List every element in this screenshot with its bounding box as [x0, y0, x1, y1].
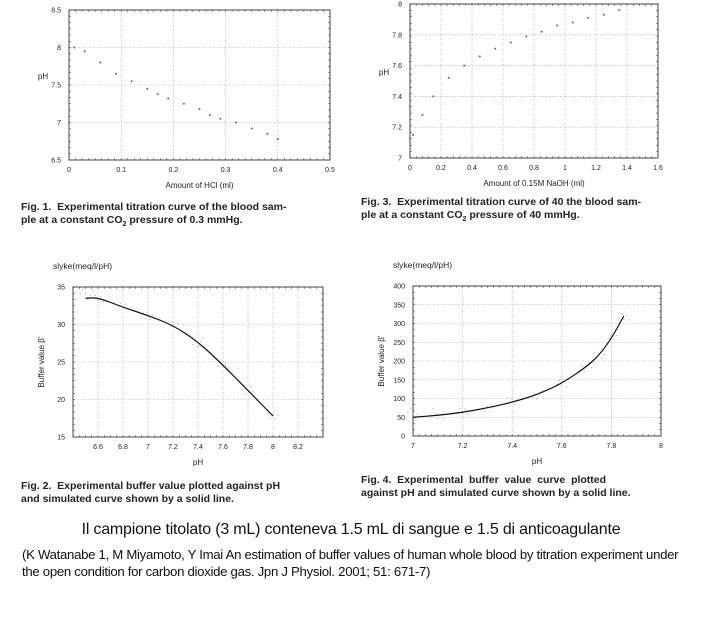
fig1-xtick-label: 0 — [67, 167, 71, 174]
fig4-data-point — [514, 404, 515, 405]
fig4-ytick-label: 350 — [393, 302, 405, 310]
fig1-ytick-label: 6.5 — [51, 157, 61, 165]
fig4-data-point — [417, 414, 418, 415]
fig1-data-point — [251, 128, 253, 130]
fig4-data-point — [512, 399, 513, 400]
fig1-data-point — [167, 98, 169, 100]
fig4-data-point — [484, 410, 485, 411]
fig4-data-point — [432, 408, 433, 409]
fig2-caption-line1: Fig. 2. Experimental buffer value plotted against pH — [21, 480, 281, 492]
fig2-y-axis-label: Buffer value β’ — [37, 336, 46, 388]
fig3-y-axis-label: pH — [378, 68, 390, 77]
fig1-x-axis-label: Amount of HCl (ml) — [165, 181, 234, 190]
fig4-data-point — [489, 411, 490, 412]
fig1-data-point — [131, 80, 133, 82]
fig2-data-point — [152, 315, 153, 316]
fig2-data-point — [252, 391, 253, 392]
fig3-ytick-label: 7.6 — [392, 63, 402, 71]
fig1-data-point — [183, 103, 185, 105]
fig2-data-point — [177, 323, 178, 324]
fig4-data-point — [561, 385, 562, 386]
fig2-data-point — [87, 299, 88, 300]
fig3-data-point — [494, 48, 496, 50]
fig4-data-point — [435, 413, 436, 414]
fig4-xtick-label: 8 — [659, 443, 663, 450]
fig2-data-point — [267, 412, 268, 413]
fig4-data-point — [611, 334, 612, 335]
fig3-data-point — [587, 17, 589, 19]
fig1-ytick-label: 7 — [57, 120, 61, 127]
fig2-ytick-label: 15 — [57, 434, 65, 442]
fig2-data-point — [200, 341, 201, 342]
fig2-data-point — [272, 413, 273, 414]
fig4-x-axis-label: pH — [531, 457, 543, 466]
fig3-xtick-label: 1.4 — [622, 165, 632, 172]
fig4-data-point — [465, 409, 466, 410]
fig2-data-point — [82, 289, 83, 290]
fig4-caption-line1: Fig. 4. Experimental buffer value curve plotted — [361, 474, 607, 486]
fig4-ytick-label: 50 — [397, 414, 405, 422]
fig2-data-point — [117, 307, 118, 308]
fig1-xtick-label: 0.1 — [116, 167, 127, 174]
fig2-data-point — [222, 366, 223, 367]
fig3-data-point — [463, 65, 465, 67]
fig1-xtick-label: 0.4 — [272, 167, 283, 174]
fig2-data-point — [145, 318, 146, 319]
fig4-data-point — [601, 358, 602, 359]
fig4-simulated-curve — [413, 316, 624, 417]
fig4-data-point — [581, 365, 582, 366]
fig1-data-point — [157, 93, 159, 95]
fig2-data-point — [277, 414, 278, 415]
fig3-xtick-label: 0 — [408, 165, 412, 172]
fig4-data-point — [539, 394, 540, 395]
footer-main-text: Il campione titolato (3 mL) conteneva 1.5 mL di sangue e 1.5 di anticoagulante — [81, 521, 621, 538]
fig4-ytick-label: 0 — [401, 433, 405, 441]
fig3-data-point — [432, 95, 434, 97]
fig4-data-point — [621, 313, 622, 314]
fig3-data-point — [556, 25, 558, 27]
fig2-data-point — [120, 303, 121, 304]
fig1-data-point — [199, 108, 201, 110]
fig2-data-point — [90, 295, 91, 296]
fig2-data-point — [97, 300, 98, 301]
fig2-data-point — [192, 344, 193, 345]
fig4-xtick-label: 7 — [411, 443, 415, 450]
fig3-xtick-label: 1.6 — [653, 165, 663, 172]
fig2-data-point — [270, 417, 271, 418]
fig4-data-point — [628, 319, 629, 320]
fig3-data-point — [421, 114, 423, 116]
fig2-ytick-label: 25 — [57, 359, 65, 367]
fig4-data-point — [606, 342, 607, 343]
fig2-data-point — [225, 362, 226, 363]
fig1-xtick-label: 0.3 — [220, 167, 231, 174]
fig4-data-point — [437, 418, 438, 419]
fig3-caption-line2: ple at a constant $CO_2$ pressure of 40 mmHg. — [361, 209, 580, 224]
fig2-xtick-label: 6.8 — [118, 444, 128, 451]
fig2-xtick-label: 6.6 — [93, 444, 103, 451]
fig1-data-point — [235, 122, 237, 124]
fig4-data-point — [492, 407, 493, 408]
footer-reference: (K Watanabe 1, M Miyamoto, Y Imai An estimation of buffer values of human whole blood by titration experiment under the open condition for carbon dioxide gas. Jpn J Physiol. 2001; 51: 671-7) — [22, 547, 679, 579]
fig2-xtick-label: 7 — [146, 444, 150, 451]
fig2-caption — [21, 480, 351, 506]
fig4-data-point — [603, 354, 604, 355]
fig4-ytick-label: 400 — [393, 283, 405, 291]
fig1-data-point — [219, 118, 221, 120]
fig4-data-point — [412, 413, 413, 414]
fig3-ytick-label: 7.2 — [392, 124, 402, 132]
fig1-y-axis-label: pH — [37, 72, 49, 81]
fig1-ytick-label: 8 — [57, 45, 61, 52]
fig2-simulated-curve — [86, 298, 274, 416]
fig4-data-point — [460, 408, 461, 409]
fig3-ytick-label: 8 — [398, 1, 402, 9]
fig2-data-point — [202, 337, 203, 338]
fig2-data-point — [275, 418, 276, 419]
fig2-data-point — [242, 389, 243, 390]
fig4-data-point — [618, 317, 619, 318]
fig4-data-point — [613, 339, 614, 340]
fig4-ytick-label: 150 — [393, 377, 405, 385]
fig3-xtick-label: 1.2 — [591, 165, 601, 172]
fig2-data-point — [100, 296, 101, 297]
fig1-caption-line1: Fig. 1. Experimental titration curve of the blood sam- — [21, 201, 287, 213]
fig2-caption-line2: and simulated curve shown by a solid line. — [21, 493, 234, 505]
fig2-data-point — [167, 321, 168, 322]
fig4-data-point — [559, 380, 560, 381]
fig4-data-point — [591, 367, 592, 368]
fig4-data-point — [541, 390, 542, 391]
fig3-xtick-label: 1 — [563, 165, 567, 172]
fig4-data-point — [531, 397, 532, 398]
fig4-data-point — [415, 418, 416, 419]
fig1-data-point — [115, 73, 117, 75]
fig3-ytick-label: 7.4 — [392, 93, 402, 101]
fig3-caption-line1: Fig. 3. Experimental titration curve of 40 the blood sam- — [361, 196, 642, 208]
fig1-data-point — [99, 62, 101, 64]
fig4-data-point — [407, 412, 408, 413]
fig4-ytick-label: 200 — [393, 358, 405, 366]
fig2-data-point — [245, 394, 246, 395]
fig4-data-point — [536, 398, 537, 399]
fig1-data-point — [84, 50, 86, 52]
fig4-data-point — [467, 414, 468, 415]
fig3-data-point — [541, 31, 543, 33]
fig2-data-point — [172, 322, 173, 323]
fig2-data-point — [92, 290, 93, 291]
fig2-data-point — [125, 304, 126, 305]
fig3-ytick-label: 7.8 — [392, 32, 402, 40]
fig4-ytick-label: 300 — [393, 321, 405, 328]
fig2-ytick-label: 20 — [57, 397, 65, 404]
fig3-data-point — [479, 55, 481, 57]
fig4-xtick-label: 7.2 — [457, 443, 468, 450]
fig3-data-point — [448, 77, 450, 79]
fig3-data-point — [412, 134, 414, 136]
fig1-xtick-label: 0.5 — [325, 167, 335, 174]
fig2-unit-title: slyke(meq/l/pH) — [53, 261, 113, 271]
fig4-xtick-label: 7.8 — [606, 443, 617, 450]
fig3-xtick-label: 0.6 — [498, 165, 508, 172]
fig2-data-point — [95, 295, 96, 296]
fig1-caption-line2: ple at a constant $CO_2$ pressure of 0.3 mmHg. — [21, 214, 243, 229]
fig3-data-point — [618, 9, 620, 11]
fig4-xtick-label: 7.4 — [507, 443, 518, 450]
fig4-data-point — [507, 398, 508, 399]
fig2-data-point — [250, 386, 251, 387]
fig3-data-point — [510, 42, 512, 44]
fig4-xtick-label: 7.6 — [556, 443, 567, 450]
fig2-data-point — [150, 319, 151, 320]
fig3-data-point — [572, 21, 574, 23]
fig1-ytick-label: 7.5 — [51, 82, 61, 90]
fig4-data-point — [584, 370, 585, 371]
fig2-data-point — [217, 365, 218, 366]
fig1-data-point — [146, 88, 148, 90]
fig3-xtick-label: 0.8 — [529, 165, 539, 172]
fig4-y-axis-label: Buffer value β’ — [377, 335, 386, 387]
fig2-data-point — [80, 293, 81, 294]
fig4-caption — [361, 474, 691, 500]
fig1-data-point — [266, 133, 268, 135]
fig4-data-point — [616, 335, 617, 336]
fig3-ytick-label: 7 — [398, 155, 402, 163]
fig3-caption — [361, 196, 691, 226]
fig1-data-point — [209, 114, 211, 116]
fig4-data-point — [623, 318, 624, 319]
fig4-data-point — [410, 408, 411, 409]
fig3-x-axis-label: Amount of 0.15M NaOH (ml) — [483, 179, 585, 188]
fig4-data-point — [566, 386, 567, 387]
fig4-data-point — [462, 413, 463, 414]
fig3-xtick-label: 0.2 — [436, 165, 446, 172]
fig1-data-point — [277, 138, 279, 140]
fig1-ytick-label: 8.5 — [51, 7, 61, 15]
fig2-data-point — [85, 294, 86, 295]
fig4-ytick-label: 100 — [393, 396, 405, 403]
fig1-xtick-label: 0.2 — [168, 167, 179, 174]
fig2-xtick-label: 7.4 — [193, 444, 203, 451]
fig4-data-point — [593, 352, 594, 353]
fig2-data-point — [102, 301, 103, 302]
fig4-caption-line2: against pH and simulated curve shown by a solid line. — [361, 487, 631, 499]
fig3-xtick-label: 0.4 — [467, 165, 477, 172]
fig2-xtick-label: 8.2 — [293, 444, 303, 451]
fig4-data-point — [608, 338, 609, 339]
fig2-data-point — [170, 326, 171, 327]
fig4-unit-title: slyke(meq/l/pH) — [393, 260, 453, 270]
fig2-xtick-label: 7.8 — [243, 444, 253, 451]
fig4-data-point — [534, 393, 535, 394]
fig2-ytick-label: 35 — [57, 284, 65, 292]
fig2-data-point — [227, 367, 228, 368]
fig1-caption — [21, 201, 351, 231]
fig3-data-point — [525, 35, 527, 37]
fig2-data-point — [197, 345, 198, 346]
fig4-data-point — [626, 314, 627, 315]
fig2-ytick-label: 30 — [57, 322, 65, 329]
fig4-data-point — [442, 419, 443, 420]
fig1-data-point — [73, 47, 75, 49]
fig2-x-axis-label: pH — [192, 458, 204, 467]
fig3-data-point — [603, 14, 605, 16]
fig4-ytick-label: 250 — [393, 339, 405, 347]
fig2-xtick-label: 7.2 — [168, 444, 178, 451]
fig2-xtick-label: 7.6 — [218, 444, 228, 451]
fig4-data-point — [482, 405, 483, 406]
fig2-xtick-label: 8 — [271, 444, 275, 451]
